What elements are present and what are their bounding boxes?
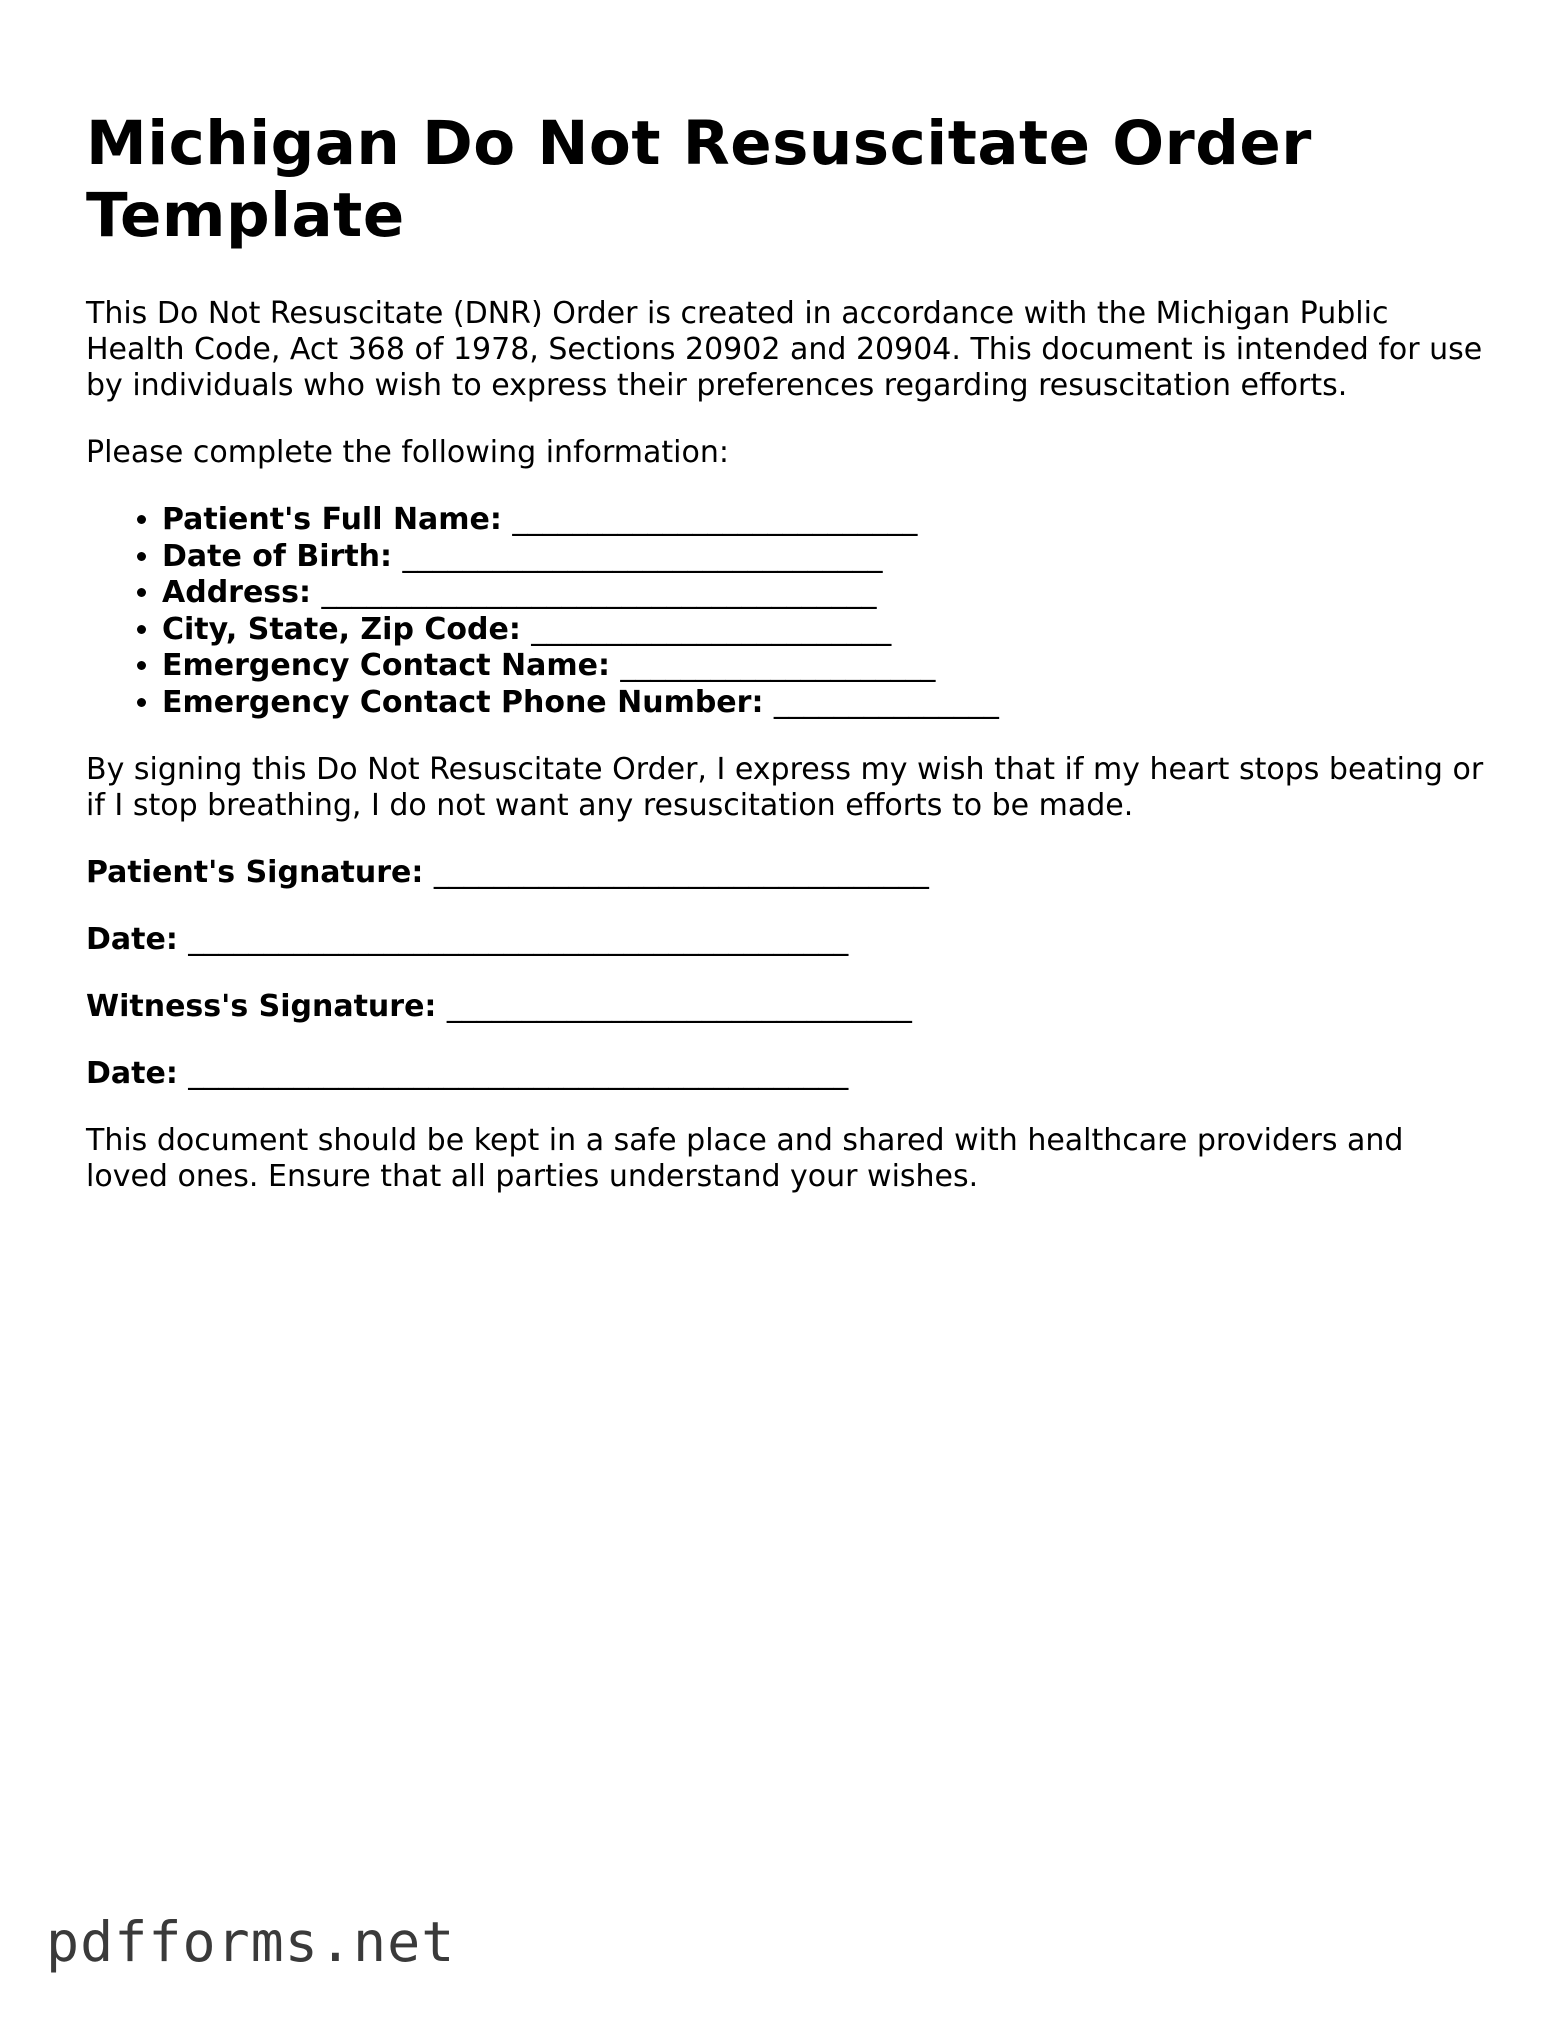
field-label: Address: [162, 575, 312, 610]
field-blank[interactable]: _____________________________________ [321, 575, 877, 610]
patient-signature-line [86, 855, 1486, 891]
field-blank[interactable]: _____________________ [620, 648, 936, 683]
signature-label: Witness's Signature: [86, 989, 437, 1024]
signature-label: Patient's Signature: [86, 855, 424, 890]
field-city-state-zip [162, 612, 1486, 649]
document-title: Michigan Do Not Resuscitate Order Template [86, 108, 1312, 251]
field-blank[interactable]: ___________________________ [512, 502, 918, 537]
field-label: Date of Birth: [162, 538, 393, 574]
field-label: Emergency Contact Phone Number: [162, 684, 764, 720]
document-page [86, 108, 1486, 1226]
field-label: Emergency Contact Name: [162, 648, 610, 683]
watermark-logo: pdfforms.net [46, 1910, 456, 1974]
patient-info-list [86, 502, 1486, 721]
intro-paragraph: This Do Not Resuscitate (DNR) Order is created in accordance with the Michigan Public Health Code, Act 368 of 1978, Sections 20902 and 20904. This document is intended for use by individuals who wish to express their preferences regarding resuscitation efforts. [86, 296, 1483, 403]
closing-paragraph: This document should be kept in a safe place and shared with healthcare providers and loved ones. Ensure that all parties understand your wishes. [86, 1123, 1404, 1194]
signature-blank[interactable]: _________________________________ [433, 855, 929, 890]
witness-signature-line [86, 989, 1486, 1025]
date-label: Date: [86, 1056, 178, 1091]
instruction-text: Please complete the following information: [86, 435, 729, 470]
field-label: City, State, Zip Code: [162, 611, 521, 647]
date-blank[interactable]: ____________________________________________ [188, 1056, 849, 1091]
field-label: Patient's Full Name: [162, 502, 502, 537]
field-emergency-contact-name [162, 648, 1486, 685]
field-blank[interactable]: ________________________ [531, 611, 892, 647]
field-emergency-contact-phone [162, 685, 1486, 722]
witness-date-line [86, 1056, 1486, 1092]
field-patient-full-name [162, 502, 1486, 539]
field-blank[interactable]: _______________ [773, 684, 999, 720]
statement-paragraph: By signing this Do Not Resuscitate Order, I express my wish that if my heart stops beating or if I stop breathing, I do not want any resuscitation efforts to be made. [86, 752, 1484, 823]
date-label: Date: [86, 922, 178, 957]
field-address [162, 575, 1486, 612]
patient-date-line [86, 922, 1486, 958]
date-blank[interactable]: ____________________________________________ [188, 922, 849, 957]
signature-blank[interactable]: _______________________________ [446, 989, 912, 1024]
field-date-of-birth [162, 539, 1486, 576]
field-blank[interactable]: ________________________________ [402, 538, 883, 574]
